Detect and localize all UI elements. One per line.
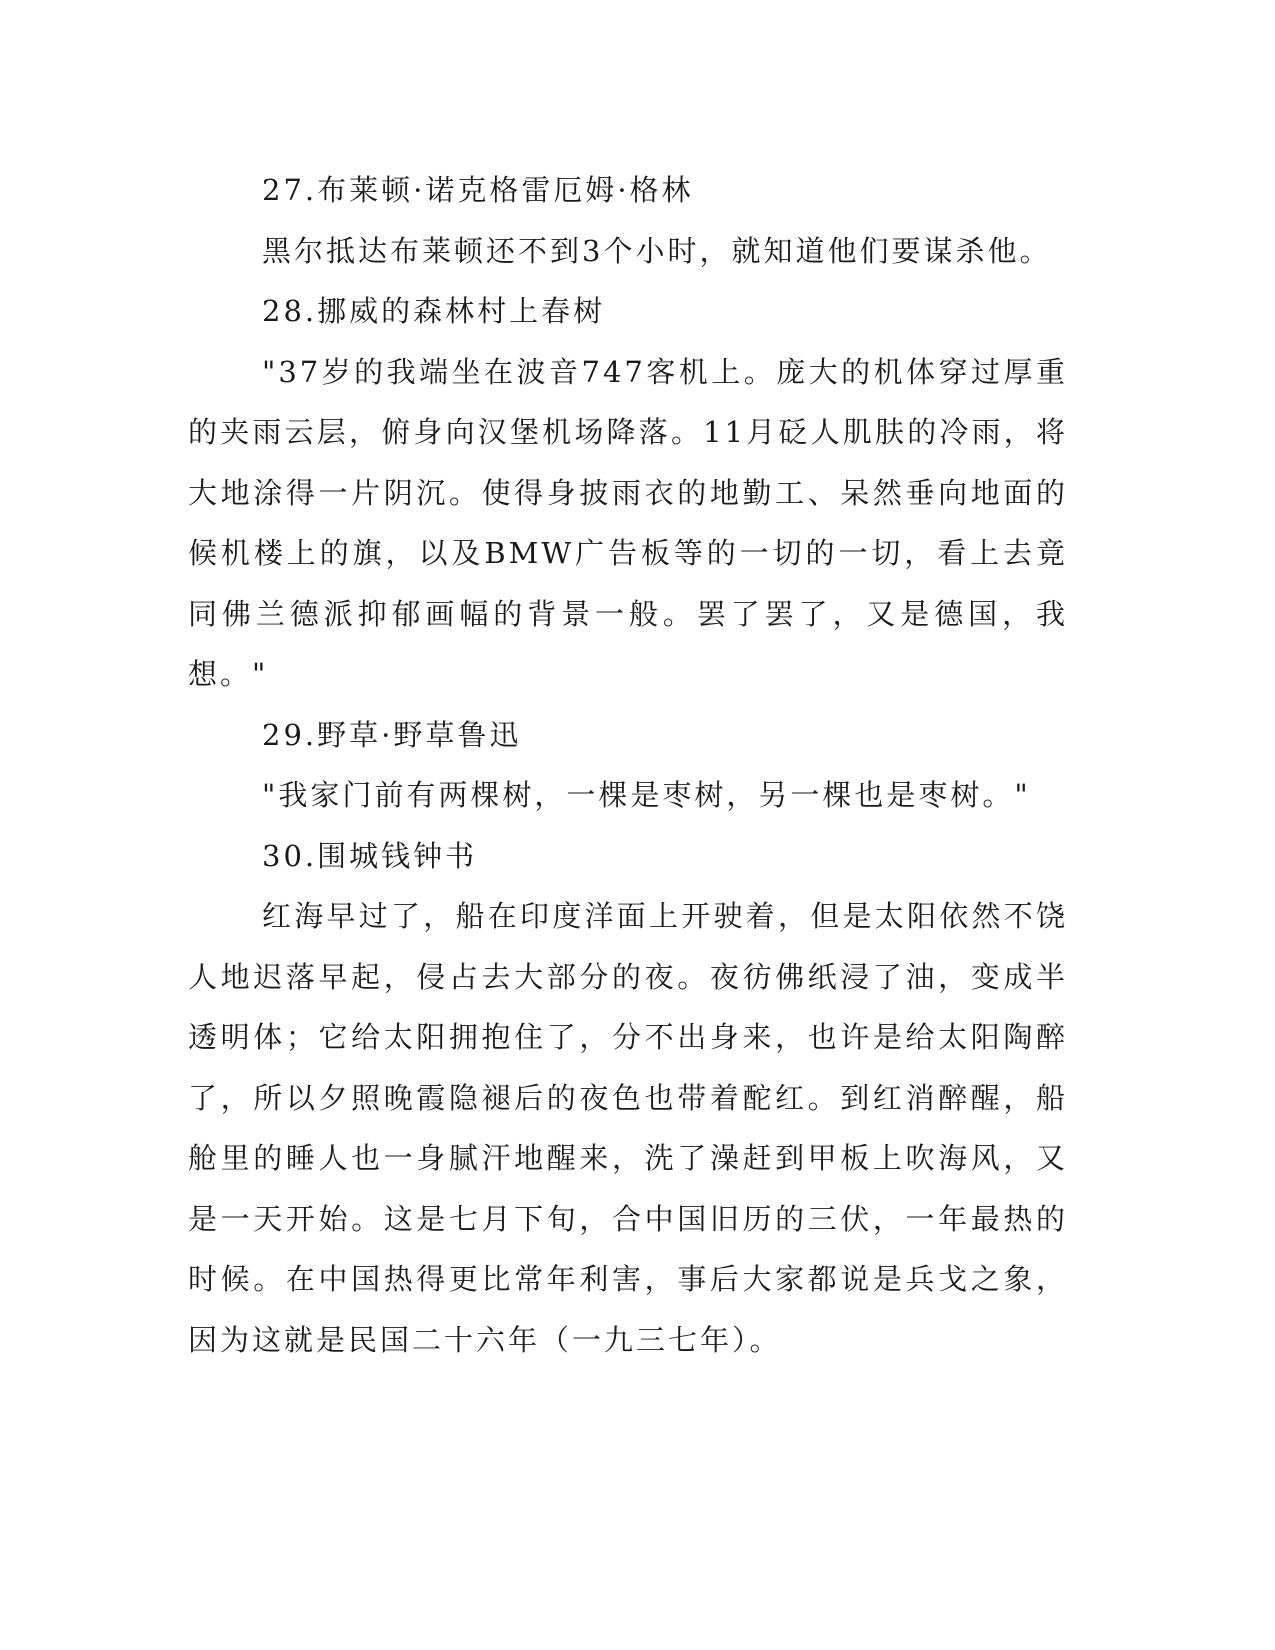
heading-29: 29.野草·野草鲁迅 (262, 717, 522, 752)
heading-28: 28.挪威的森林村上春树 (262, 294, 606, 328)
document-body (188, 160, 1068, 1370)
opening-line-27: 黑尔抵达布莱顿还不到3个小时，就知道他们要谋杀他。 (262, 233, 1052, 268)
heading-30: 30.围城钱钟书 (262, 838, 478, 873)
opening-line-30: 红海早过了，船在印度洋面上开驶着，但是太阳依然不饶人地迟落早起，侵占去大部分的夜。夜彷佛纸浸了油，变成半透明体；它给太阳拥抱住了，分不出身来，也许是给太阳陶醉了，所以夕照晚霞隐褪后的夜色也带着酡红。到红消醉醒，船舱里的睡人也一身腻汗地醒来，洗了澡赶到甲板上吹海风，又是一天开始。这是七月下旬，合中国旧历的三伏，一年最热的时候。在中国热得更比常年利害，事后大家都说是兵戈之象，因为这就是民国二十六年（一九三七年）。 (188, 899, 1068, 1357)
opening-line-29: "我家门前有两棵树，一棵是枣树，另一棵也是枣树。" (262, 778, 1031, 812)
opening-line-28: "37岁的我端坐在波音747客机上。庞大的机体穿过厚重的夹雨云层，俯身向汉堡机场降落。11月砭人肌肤的冷雨，将大地涂得一片阴沉。使得身披雨衣的地勤工、呆然垂向地面的候机楼上的旗，以及BMW广告板等的一切的一切，看上去竟同佛兰德派抑郁画幅的背景一般。罢了罢了，又是德国，我想。" (188, 354, 1068, 691)
heading-27: 27.布莱顿·诺克格雷厄姆·格林 (262, 173, 694, 207)
